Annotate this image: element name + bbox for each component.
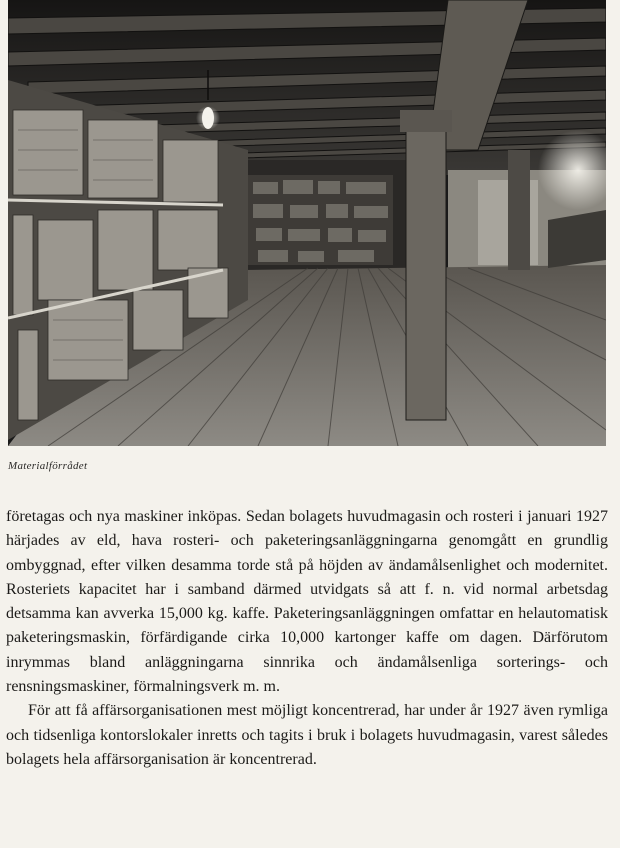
- storeroom-illustration: [8, 0, 606, 446]
- photo-caption: Materialförrådet: [8, 460, 88, 472]
- body-text: [6, 505, 608, 772]
- paragraph-2: För att få affärsorganisationen mest möjligt koncentrerad, har under år 1927 även rymliga och tidsenliga kontorslokaler inretts och tagits i bruk i bolagets huvudmagasin, varest således bolagets hela affärsorganisation är koncentrerad.: [6, 702, 608, 768]
- storeroom-photo: [8, 0, 606, 446]
- paragraph-1: företagas och nya maskiner inköpas. Sedan bolagets huvudmagasin och rosteri i januari 1927 härjades av eld, hava rosteri- och paketeringsanläggningarna genomgått en grundlig ombyggnad, efter vilken desamma torde stå på höjden av ändamålsenlighet och modernitet. Rosteriets kapacitet har i samband därmed utvidgats så att f. n. vid normal arbetsdag detsamma kan avverka 15,000 kg. kaffe. Paketeringsanläggningen omfattar en helautomatisk paketeringsmaskin, förfärdigande cirka 10,000 kartonger kaffe om dagen. Därförutom inrymmas bland anläggningarna sinnrika och ändamålsenliga sorterings- och rensningsmaskiner, förmalningsverk m. m.: [6, 508, 608, 696]
